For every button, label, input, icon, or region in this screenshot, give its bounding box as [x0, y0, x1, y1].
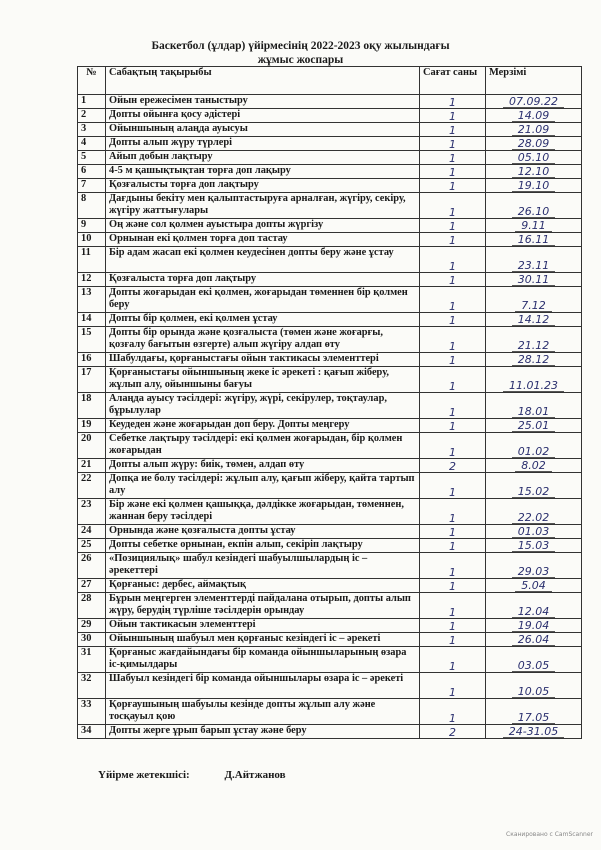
row-date-value: 24-31.05 — [503, 726, 564, 739]
row-topic: Қорғаныстағы ойыншының жеке іс әрекеті : қағып жіберу, жұлып алу, ойыншыны бағуы — [106, 367, 420, 393]
row-number: 12 — [78, 273, 106, 287]
row-date — [486, 539, 582, 553]
scanner-watermark: Сканировано с CamScanner — [506, 831, 593, 838]
row-topic: Допты жерге ұрып барып ұстау және беру — [106, 725, 420, 739]
row-date — [486, 219, 582, 233]
row-date — [486, 193, 582, 219]
row-date — [486, 95, 582, 109]
row-date — [486, 647, 582, 673]
table-row — [78, 151, 582, 165]
row-topic: Қорғаныс: дербес, аймақтық — [106, 579, 420, 593]
row-number: 14 — [78, 313, 106, 327]
row-hours: 1 — [420, 473, 486, 499]
row-number: 21 — [78, 459, 106, 473]
row-topic: Дағдыны бекіту мен қалыптастыруға арналған, жүгіру, секіру, жүгіру жаттығулары — [106, 193, 420, 219]
table-row — [78, 109, 582, 123]
row-topic: Ойын тактикасын элементтері — [106, 619, 420, 633]
table-row — [78, 419, 582, 433]
table-row — [78, 367, 582, 393]
table-row — [78, 647, 582, 673]
row-topic: Қорғаушының шабуылы кезінде допты жұлып алу және тосқауыл қою — [106, 699, 420, 725]
row-topic: Шабулдағы, қорғаныстағы ойын тактикасы элементтері — [106, 353, 420, 367]
row-date — [486, 419, 582, 433]
row-hours: 1 — [420, 109, 486, 123]
row-date-value: 10.05 — [512, 686, 556, 699]
row-number: 3 — [78, 123, 106, 137]
row-date-value: 12.04 — [512, 606, 556, 619]
row-hours: 1 — [420, 619, 486, 633]
row-number: 2 — [78, 109, 106, 123]
table-row — [78, 123, 582, 137]
row-topic: Қозғалыста торға доп лақтыру — [106, 273, 420, 287]
row-hours: 1 — [420, 593, 486, 619]
row-topic: Допқа ие болу тәсілдері: жұлып алу, қағып жіберу, қайта тартып алу — [106, 473, 420, 499]
row-hours: 1 — [420, 353, 486, 367]
row-number: 24 — [78, 525, 106, 539]
table-row — [78, 633, 582, 647]
row-hours: 1 — [420, 647, 486, 673]
row-date — [486, 327, 582, 353]
row-number: 10 — [78, 233, 106, 247]
row-hours: 1 — [420, 123, 486, 137]
row-date-value: 16.11 — [512, 234, 556, 247]
row-date — [486, 633, 582, 647]
row-topic: Допты бір орында және қозғалыста (төмен және жоғарғы, қозғалу бағытын өзгерте) алып жүгіру алдап өту — [106, 327, 420, 353]
footer-label: Үйірме жетекшісі: — [98, 769, 190, 781]
row-hours: 1 — [420, 327, 486, 353]
row-number: 17 — [78, 367, 106, 393]
row-topic: Бір және екі қолмен қашыққа, дәлдікке жоғарыдан, төменнен, жаннан беру тәсілдері — [106, 499, 420, 525]
row-date — [486, 619, 582, 633]
header-hours: Сағат саны — [420, 67, 486, 95]
row-hours: 1 — [420, 95, 486, 109]
table-row — [78, 353, 582, 367]
row-topic: Допты алып жүру түрлері — [106, 137, 420, 151]
table-row — [78, 165, 582, 179]
row-date-value: 26.04 — [512, 634, 556, 647]
row-number: 33 — [78, 699, 106, 725]
row-date-value: 14.09 — [512, 110, 556, 123]
table-row — [78, 699, 582, 725]
table-row — [78, 433, 582, 459]
row-topic: 4-5 м қашықтықтан торға доп лақыру — [106, 165, 420, 179]
row-topic: Оң және сол қолмен ауыстыра допты жүргізу — [106, 219, 420, 233]
row-date-value: 26.10 — [512, 206, 556, 219]
table-row — [78, 137, 582, 151]
row-date — [486, 673, 582, 699]
plan-table — [77, 66, 582, 739]
row-topic: Бір адам жасап екі қолмен кеудесінен допты беру және ұстау — [106, 247, 420, 273]
row-number: 19 — [78, 419, 106, 433]
plan-rows — [78, 95, 582, 739]
row-date — [486, 165, 582, 179]
row-hours: 1 — [420, 193, 486, 219]
row-number: 18 — [78, 393, 106, 419]
row-hours: 1 — [420, 433, 486, 459]
row-hours: 1 — [420, 499, 486, 525]
row-date-value: 28.12 — [512, 354, 556, 367]
row-number: 34 — [78, 725, 106, 739]
row-number: 7 — [78, 179, 106, 193]
header-topic: Сабақтың тақырыбы — [106, 67, 420, 95]
row-date-value: 18.01 — [512, 406, 556, 419]
row-hours: 1 — [420, 393, 486, 419]
row-date-value: 28.09 — [512, 138, 556, 151]
row-number: 15 — [78, 327, 106, 353]
row-hours: 1 — [420, 273, 486, 287]
row-date — [486, 313, 582, 327]
row-number: 25 — [78, 539, 106, 553]
row-topic: Допты ойынға қосу әдістері — [106, 109, 420, 123]
row-number: 30 — [78, 633, 106, 647]
table-row — [78, 539, 582, 553]
row-number: 23 — [78, 499, 106, 525]
row-number: 4 — [78, 137, 106, 151]
footer — [98, 769, 286, 781]
table-row — [78, 579, 582, 593]
row-number: 8 — [78, 193, 106, 219]
header-date: Мерзімі — [486, 67, 582, 95]
row-date — [486, 367, 582, 393]
row-date — [486, 109, 582, 123]
row-hours: 1 — [420, 419, 486, 433]
row-date — [486, 553, 582, 579]
row-date-value: 21.09 — [512, 124, 556, 137]
row-hours: 1 — [420, 219, 486, 233]
row-date-value: 9.11 — [515, 220, 552, 233]
document-subtitle: жұмыс жоспары — [257, 54, 344, 66]
row-hours: 1 — [420, 539, 486, 553]
row-date — [486, 499, 582, 525]
row-topic: Ойыншының алаңда ауысуы — [106, 123, 420, 137]
row-hours: 1 — [420, 633, 486, 647]
row-hours: 1 — [420, 553, 486, 579]
row-date-value: 15.03 — [512, 540, 556, 553]
row-date-value: 11.01.23 — [503, 380, 564, 393]
row-date — [486, 593, 582, 619]
row-date — [486, 123, 582, 137]
row-date-value: 19.10 — [512, 180, 556, 193]
row-hours: 1 — [420, 699, 486, 725]
table-row — [78, 233, 582, 247]
row-number: 6 — [78, 165, 106, 179]
table-row — [78, 593, 582, 619]
row-topic: Допты жоғарыдан екі қолмен, жоғарыдан төменнен бір қолмен беру — [106, 287, 420, 313]
row-date — [486, 579, 582, 593]
row-hours: 1 — [420, 137, 486, 151]
table-row — [78, 619, 582, 633]
row-topic: Орнынан екі қолмен торға доп тастау — [106, 233, 420, 247]
row-topic: Қозғалысты торға доп лақтыру — [106, 179, 420, 193]
row-number: 29 — [78, 619, 106, 633]
table-row — [78, 327, 582, 353]
row-date — [486, 233, 582, 247]
table-row — [78, 95, 582, 109]
row-number: 26 — [78, 553, 106, 579]
row-topic: Қорғаныс жағдайындағы бір команда ойыншыларының өзара іс-қимылдары — [106, 647, 420, 673]
table-row — [78, 459, 582, 473]
row-date — [486, 459, 582, 473]
row-topic: Кеудеден және жоғарыдан доп беру. Допты меңгеру — [106, 419, 420, 433]
table-row — [78, 247, 582, 273]
row-number: 32 — [78, 673, 106, 699]
row-date-value: 29.03 — [512, 566, 556, 579]
row-number: 28 — [78, 593, 106, 619]
row-topic: Орнында және қозғалыста допты ұстау — [106, 525, 420, 539]
row-topic: Алаңда ауысу тәсілдері: жүгіру, жүрі, секірулер, тоқтаулар, бұрылулар — [106, 393, 420, 419]
row-date — [486, 525, 582, 539]
row-date-value: 01.02 — [512, 446, 556, 459]
row-date-value: 22.02 — [512, 512, 556, 525]
row-topic: «Позициялық» шабул кезіндегі шабуылшылардың іс – әрекеттері — [106, 553, 420, 579]
row-topic: Себетке лақтыру тәсілдері: екі қолмен жоғарыдан, бір қолмен жоғарыдан — [106, 433, 420, 459]
row-number: 16 — [78, 353, 106, 367]
row-date-value: 07.09.22 — [503, 96, 564, 109]
row-topic: Допты алып жүру: биік, төмен, алдап өту — [106, 459, 420, 473]
row-topic: Бұрын меңгерген элементтерді пайдалана отырып, допты алып жүру, берудің түрліше тәсілдерін орындау — [106, 593, 420, 619]
row-number: 27 — [78, 579, 106, 593]
row-date-value: 30.11 — [512, 274, 556, 287]
row-date — [486, 473, 582, 499]
row-number: 13 — [78, 287, 106, 313]
row-date-value: 15.02 — [512, 486, 556, 499]
table-row — [78, 193, 582, 219]
row-date-value: 17.05 — [512, 712, 556, 725]
row-date — [486, 273, 582, 287]
row-hours: 1 — [420, 525, 486, 539]
row-hours: 1 — [420, 233, 486, 247]
row-hours: 2 — [420, 725, 486, 739]
row-hours: 2 — [420, 459, 486, 473]
row-date-value: 21.12 — [512, 340, 556, 353]
row-topic: Айып добын лақтыру — [106, 151, 420, 165]
row-topic: Ойыншының шабуыл мен қорғаныс кезіндегі іс – әрекеті — [106, 633, 420, 647]
row-number: 22 — [78, 473, 106, 499]
row-hours: 1 — [420, 151, 486, 165]
row-number: 20 — [78, 433, 106, 459]
row-date — [486, 287, 582, 313]
table-row — [78, 287, 582, 313]
row-number: 11 — [78, 247, 106, 273]
row-date — [486, 151, 582, 165]
row-topic: Допты себетке орнынан, екпін алып, секіріп лақтыру — [106, 539, 420, 553]
table-row — [78, 273, 582, 287]
row-date-value: 19.04 — [512, 620, 556, 633]
row-date — [486, 353, 582, 367]
header-num: № — [78, 67, 106, 95]
row-hours: 1 — [420, 673, 486, 699]
table-row — [78, 473, 582, 499]
row-date-value: 5.04 — [515, 580, 552, 593]
table-row — [78, 725, 582, 739]
row-date-value: 12.10 — [512, 166, 556, 179]
row-hours: 1 — [420, 165, 486, 179]
row-date — [486, 179, 582, 193]
row-number: 31 — [78, 647, 106, 673]
row-hours: 1 — [420, 179, 486, 193]
row-date — [486, 725, 582, 739]
table-row — [78, 499, 582, 525]
row-number: 1 — [78, 95, 106, 109]
table-row — [78, 393, 582, 419]
table-row — [78, 219, 582, 233]
table-row — [78, 525, 582, 539]
table-row — [78, 553, 582, 579]
row-date — [486, 393, 582, 419]
footer-name: Д.Айтжанов — [224, 769, 286, 781]
row-date-value: 23.11 — [512, 260, 556, 273]
document-title: Баскетбол (ұлдар) үйірмесінің 2022-2023 оқу жылындағы — [151, 40, 450, 52]
row-topic: Шабуыл кезіндегі бір команда ойыншылары өзара іс – әрекеті — [106, 673, 420, 699]
row-date — [486, 247, 582, 273]
row-date-value: 01.03 — [512, 526, 556, 539]
table-row — [78, 313, 582, 327]
row-date — [486, 699, 582, 725]
row-number: 9 — [78, 219, 106, 233]
row-date-value: 14.12 — [512, 314, 556, 327]
row-date-value: 7.12 — [515, 300, 552, 313]
row-number: 5 — [78, 151, 106, 165]
row-hours: 1 — [420, 313, 486, 327]
row-date — [486, 137, 582, 151]
row-hours: 1 — [420, 247, 486, 273]
row-topic: Допты бір қолмен, екі қолмен ұстау — [106, 313, 420, 327]
row-hours: 1 — [420, 579, 486, 593]
row-hours: 1 — [420, 367, 486, 393]
row-date-value: 03.05 — [512, 660, 556, 673]
row-hours: 1 — [420, 287, 486, 313]
row-date — [486, 433, 582, 459]
row-date-value: 8.02 — [515, 460, 552, 473]
row-topic: Ойын ережесімен таныстыру — [106, 95, 420, 109]
row-date-value: 25.01 — [512, 420, 556, 433]
row-date-value: 05.10 — [512, 152, 556, 165]
table-row — [78, 673, 582, 699]
table-row — [78, 179, 582, 193]
